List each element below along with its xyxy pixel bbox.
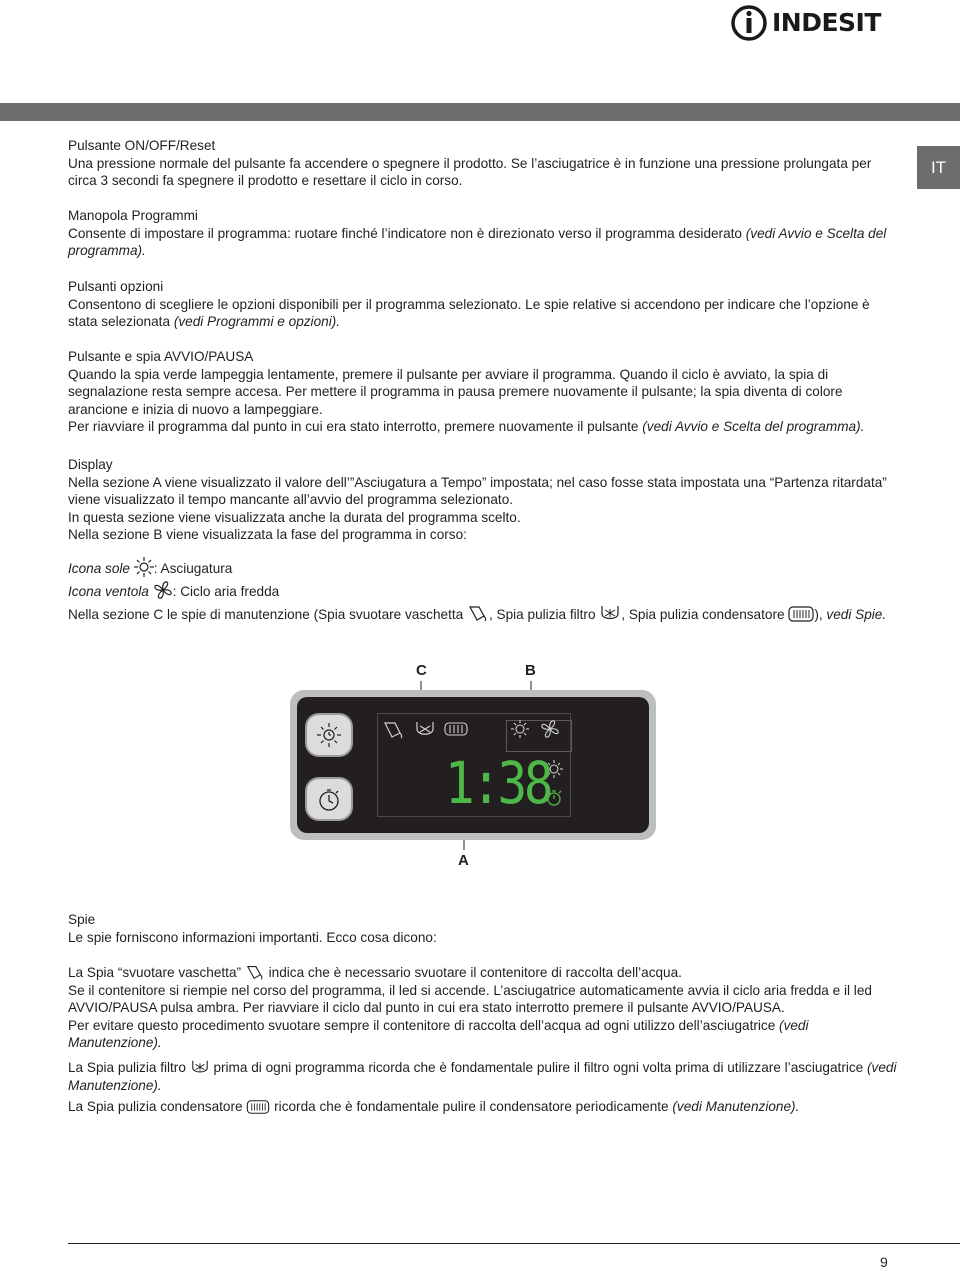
spie-tank-d: Per evitare questo procedimento svuotare sempre il contenitore di raccolta dell’acqua ad ogni utilizzo dell’asciugatrice bbox=[68, 1017, 776, 1033]
spie-tank-ref: (vedi Manutenzione). bbox=[68, 1017, 809, 1050]
spie-tank-b: indica che è necessario svuotare il contenitore di raccolta dell’acqua. bbox=[268, 965, 682, 980]
display-p3: Nella sezione B viene visualizzata la fase del programma in corso: bbox=[68, 527, 467, 542]
display-p2: In questa sezione viene visualizzata anche la durata del programma scelto. bbox=[68, 509, 521, 525]
spie-filter-a: La Spia pulizia filtro bbox=[68, 1060, 186, 1075]
c-text-c: , Spia pulizia condensatore bbox=[621, 607, 785, 622]
spie-condenser-b: ricorda che è fondamentale pulire il condensatore periodicamente bbox=[274, 1099, 669, 1114]
section-spie bbox=[68, 911, 898, 946]
icon-sun-label: Icona sole bbox=[68, 561, 130, 576]
condenser-indicator-icon bbox=[445, 723, 467, 735]
icon-sun-text: : Asciugatura bbox=[153, 561, 233, 576]
section-body: Consentono di scegliere le opzioni disponibili per il programma selezionato. Le spie relative si accendono per indicare che l’opzione è stata selezionata bbox=[68, 296, 870, 329]
section-title: Pulsanti opzioni bbox=[68, 279, 164, 294]
fan-indicator-icon bbox=[542, 721, 558, 737]
stopwatch-icon bbox=[307, 779, 351, 819]
empty-tank-icon bbox=[245, 963, 265, 981]
section-title: Display bbox=[68, 457, 113, 472]
spie-filter bbox=[68, 1058, 898, 1094]
label-c: C bbox=[416, 662, 427, 679]
spie-tank-c: Se il contenitore si riempie nel corso del programma, il led si accende. L’asciugatrice automaticamente avvia il ciclo aria fredda e il led AVVIO/PAUSA pulsa ambra. Per riavviare il ciclo dal punto in cui era stato interrotto premere il pulsante AVVIO/PAUSA. bbox=[68, 982, 872, 1015]
section-ref: (vedi Programmi e opzioni). bbox=[173, 314, 341, 329]
spie-condenser bbox=[68, 1098, 898, 1116]
section-title: Pulsante ON/OFF/Reset bbox=[68, 138, 216, 153]
section-title: Spie bbox=[68, 912, 96, 927]
c-text-a: Nella sezione C le spie di manutenzione (Spia svuotare vaschetta bbox=[68, 607, 464, 622]
section-body2: Per riavviare il programma dal punto in cui era stato interrotto, premere nuovamente il pulsante bbox=[68, 419, 639, 434]
filter-icon bbox=[190, 1058, 210, 1076]
c-text-b: , Spia pulizia filtro bbox=[488, 607, 596, 622]
label-a: A bbox=[458, 852, 469, 869]
section-body: Quando la spia verde lampeggia lentamente, premere il pulsante per avviare il programma. Quando il ciclo è avviato, la spia di segnalazione resta sempre accesa. Per mettere il programma in pausa premere nuovamente il pulsante; la spia diventa di colore arancione e inizia di nuovo a lampeggiare. bbox=[68, 366, 843, 417]
spie-tank bbox=[68, 963, 898, 1052]
section-ref: (vedi Avvio e Scelta del programma). bbox=[642, 419, 865, 434]
spie-condenser-a: La Spia pulizia condensatore bbox=[68, 1099, 243, 1114]
condenser-icon bbox=[246, 1099, 270, 1115]
icon-fan-label: Icona ventola bbox=[68, 584, 149, 599]
delay-start-button[interactable] bbox=[305, 777, 353, 821]
section-ref: (vedi Avvio e Scelta del programma). bbox=[68, 225, 887, 258]
c-ref: vedi Spie. bbox=[826, 607, 887, 622]
drying-button[interactable] bbox=[305, 713, 353, 757]
page-number: 9 bbox=[880, 1254, 888, 1270]
icon-fan-text: : Ciclo aria fredda bbox=[172, 584, 280, 599]
spie-condenser-ref: (vedi Manutenzione). bbox=[672, 1099, 800, 1114]
spie-filter-ref: (vedi Manutenzione). bbox=[68, 1060, 897, 1093]
spie-intro: Le spie forniscono informazioni importanti. Ecco cosa dicono: bbox=[68, 929, 437, 945]
empty-tank-indicator-icon bbox=[385, 723, 402, 738]
c-text-d: ), bbox=[814, 607, 823, 622]
label-b: B bbox=[525, 662, 536, 679]
spie-tank-a: La Spia “svuotare vaschetta” bbox=[68, 965, 242, 980]
filter-indicator-icon bbox=[417, 722, 433, 734]
panel-face bbox=[297, 697, 649, 833]
language-tab: IT bbox=[917, 146, 960, 189]
section-title: Pulsante e spia AVVIO/PAUSA bbox=[68, 349, 254, 364]
footer-rule bbox=[68, 1243, 960, 1244]
section-body: Una pressione normale del pulsante fa accendere o spegnere il prodotto. Se l’asciugatrice è in funzione una pressione prolungata per circa 3 secondi fa spegnere il prodotto e resettare il ciclo in corso. bbox=[68, 155, 872, 188]
control-panel bbox=[290, 690, 656, 840]
sun-clock-icon bbox=[307, 715, 351, 755]
display-p1: Nella sezione A viene visualizzato il valore dell’”Asciugatura a Tempo” impostata; nel caso fosse stata impostata una “Partenza ritardata” viene visualizzato il tempo mancante all’avvio del programma selezionato. bbox=[68, 474, 887, 507]
section-title: Manopola Programmi bbox=[68, 208, 198, 223]
section-body: Consente di impostare il programma: ruotare finché l’indicatore non è direzionato verso il programma desiderato bbox=[68, 225, 742, 241]
time-readout: 1:38 bbox=[445, 749, 551, 817]
spie-filter-b: prima di ogni programma ricorda che è fondamentale pulire il filtro ogni volta prima di utilizzare l’asciugatrice bbox=[213, 1060, 864, 1075]
sun-indicator-icon bbox=[511, 720, 529, 738]
brand-name: INDESIT bbox=[772, 8, 881, 37]
